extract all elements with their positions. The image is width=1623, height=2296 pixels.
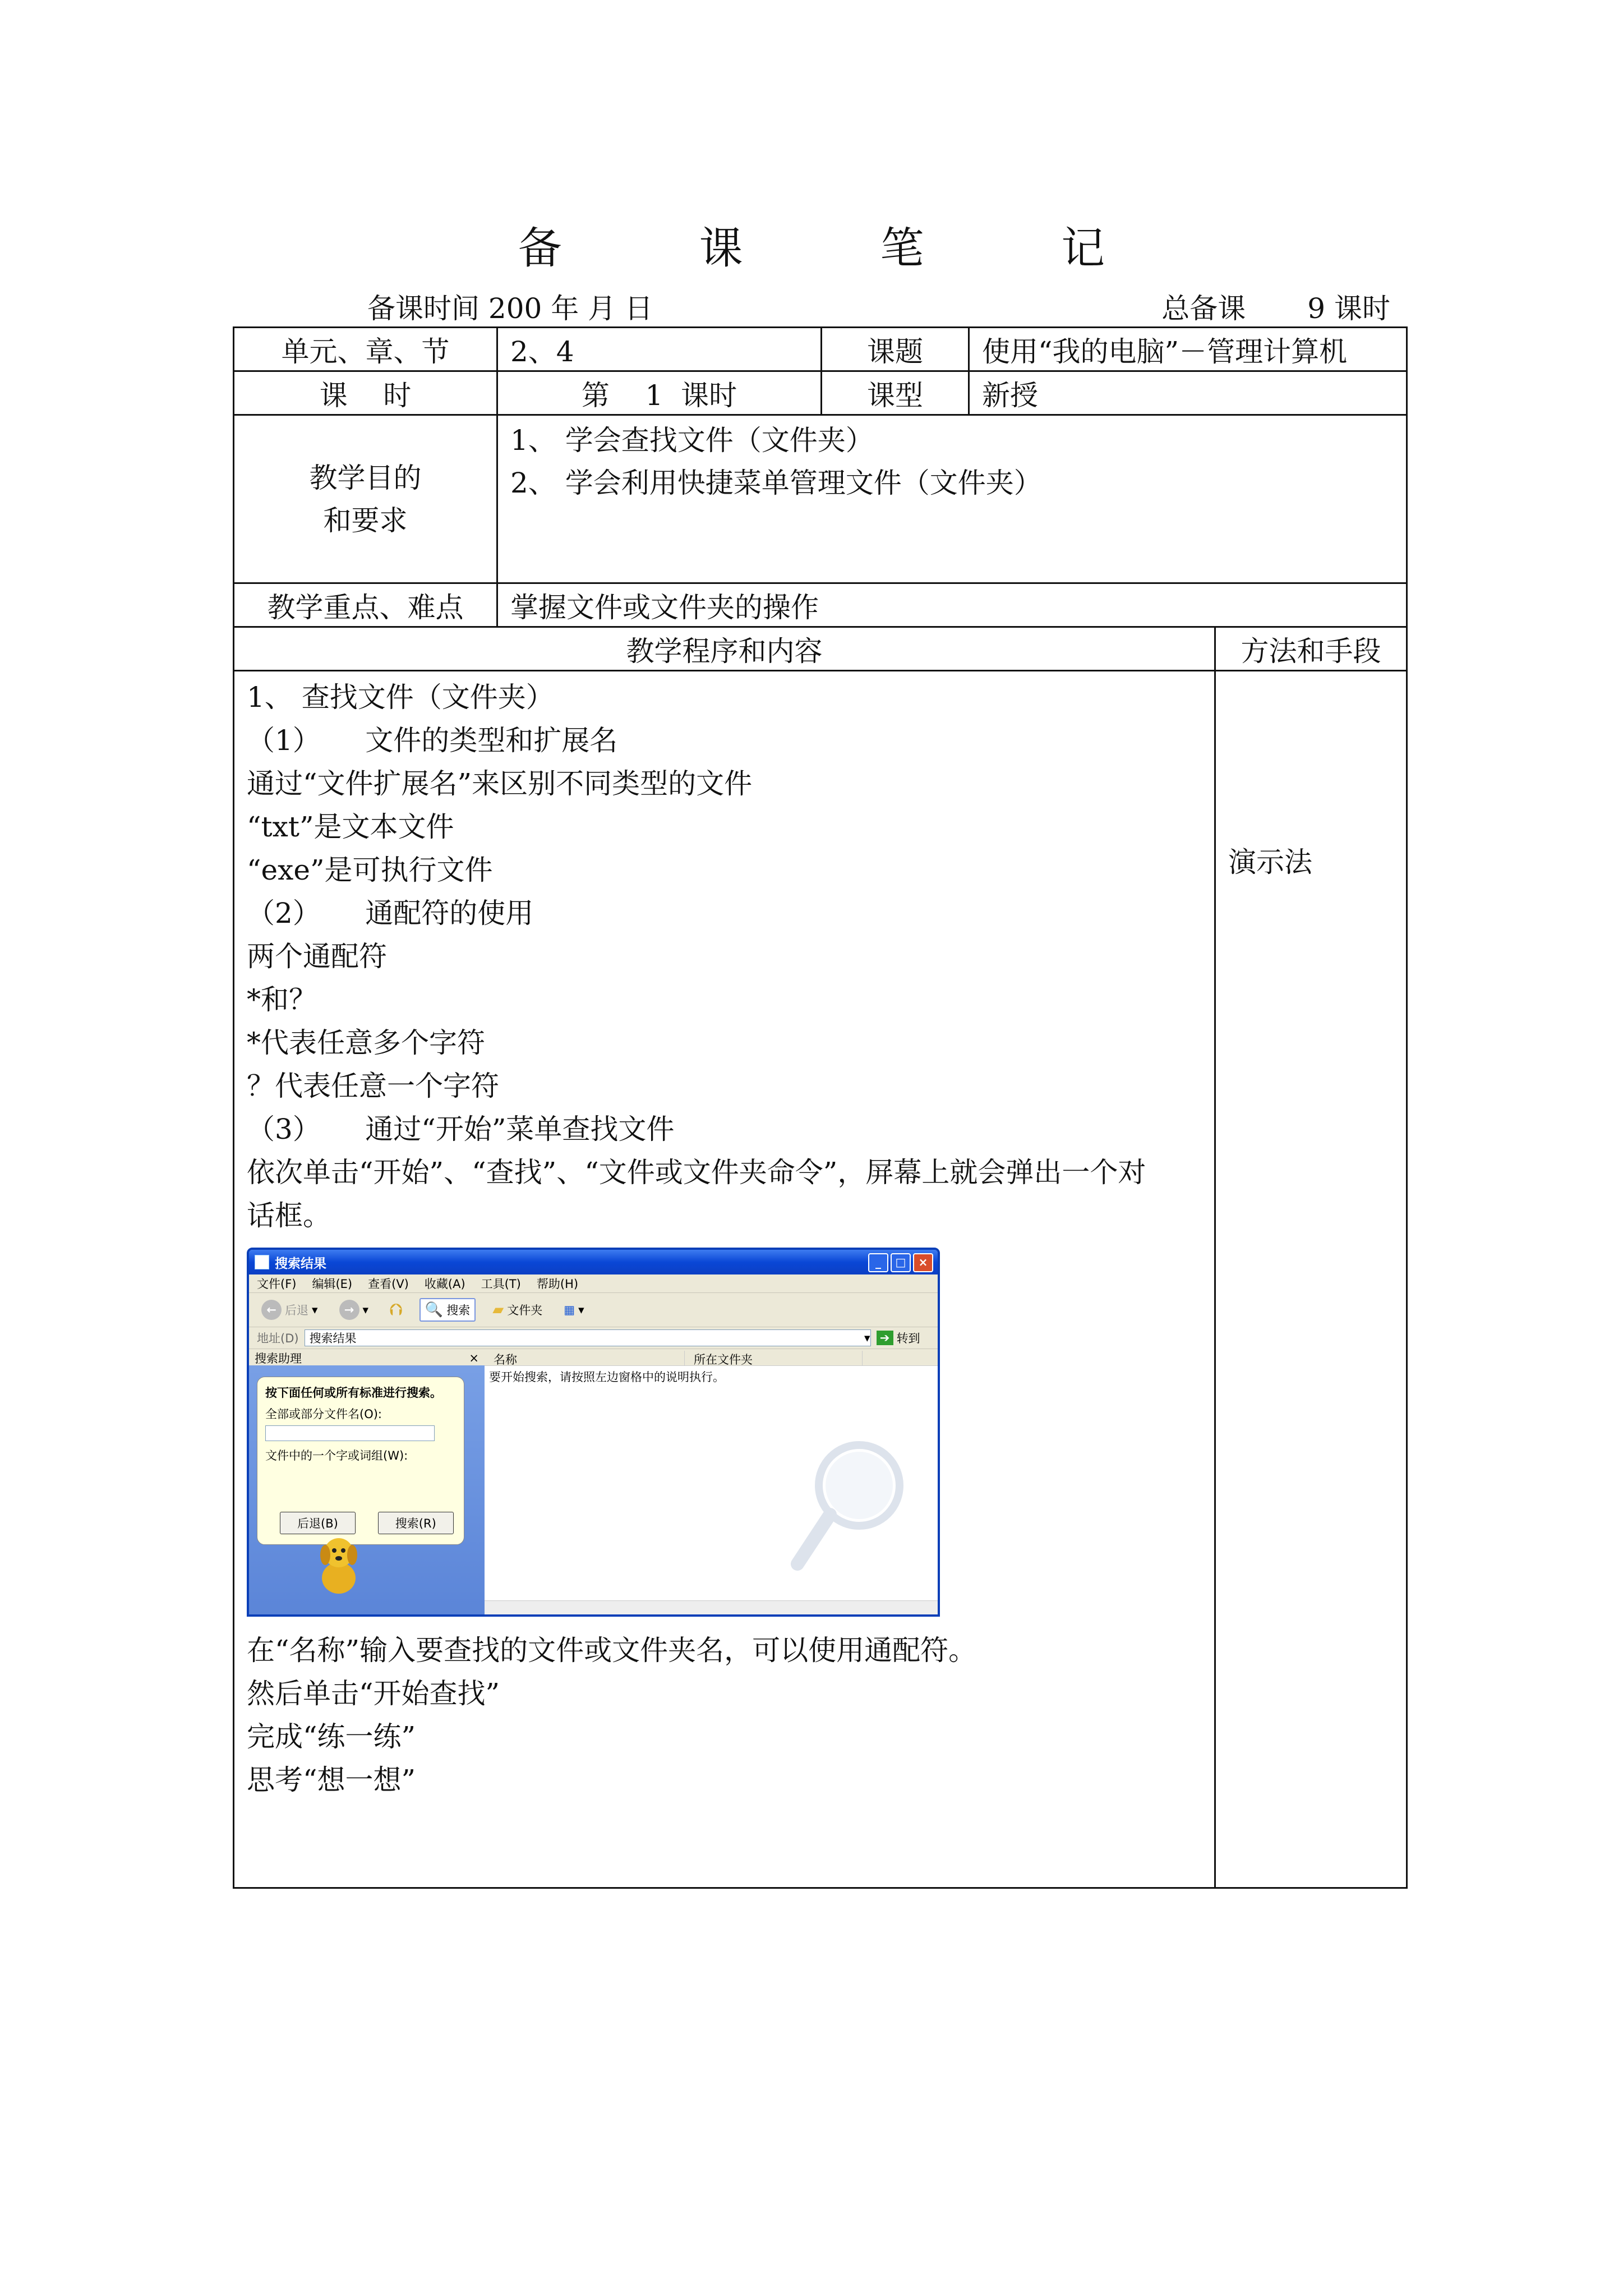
content-line: ？代表任意一个字符 [247, 1070, 499, 1102]
pane-header [249, 1351, 485, 1365]
menu-edit[interactable]: 编辑(E) [312, 1277, 353, 1291]
method-value: 演示法 [1215, 671, 1407, 1888]
content-line: 然后单击“开始查找” [247, 1677, 500, 1710]
content-line: 通过“文件扩展名”来区别不同类型的文件 [247, 767, 753, 800]
content-line: *和？ [247, 983, 317, 1016]
unit-value: 2、4 [497, 328, 822, 371]
section-header-row [234, 627, 1407, 671]
content-line: 话框。 [247, 1199, 331, 1232]
menu-bar [249, 1274, 938, 1293]
search-icon: 🔍 [425, 1301, 444, 1318]
menu-file[interactable]: 文件(F) [257, 1277, 297, 1291]
address-label: 地址(D) [257, 1332, 299, 1345]
magnifier-watermark-icon [786, 1435, 910, 1581]
prep-time: 备课时间 200 年 月 日 [367, 292, 653, 325]
go-button[interactable]: ➔ 转到 [877, 1329, 920, 1346]
up-folder-button[interactable] [385, 1298, 407, 1322]
content-line: （2） 通配符的使用 [247, 897, 534, 930]
total-lessons [1161, 286, 1390, 326]
content-row [234, 671, 1407, 1888]
back-arrow-icon: ← [261, 1300, 282, 1320]
content-line: 完成“练一练” [247, 1720, 416, 1753]
content-line: 两个通配符 [247, 940, 387, 973]
lesson-plan-table [233, 326, 1408, 1889]
content-line: “txt”是文本文件 [247, 811, 454, 843]
page-title: 备 课 笔 记 [518, 223, 1167, 274]
content-line: （3） 通过“开始”菜单查找文件 [247, 1113, 675, 1145]
minimize-button[interactable]: _ [868, 1253, 888, 1272]
pane-close-icon[interactable]: × [469, 1351, 479, 1365]
search-balloon [257, 1377, 464, 1545]
content-line: 1、 查找文件（文件夹） [247, 681, 554, 714]
procedure-header: 教学程序和内容 [234, 627, 1215, 671]
window-title: 搜索结果 [275, 1256, 326, 1271]
pane-title: 搜索助理 [255, 1352, 302, 1365]
column-folder[interactable]: 所在文件夹 [685, 1351, 863, 1365]
file-name-input[interactable] [265, 1425, 435, 1441]
menu-favorites[interactable]: 收藏(A) [424, 1277, 465, 1291]
maximize-button[interactable]: □ [891, 1253, 911, 1272]
balloon-search-button[interactable]: 搜索(R) [378, 1512, 454, 1534]
search-dog-icon [311, 1530, 367, 1598]
menu-view[interactable]: 查看(V) [368, 1277, 409, 1291]
column-name[interactable]: 名称 [485, 1351, 685, 1365]
search-window-icon [255, 1255, 269, 1269]
toolbar [249, 1293, 938, 1327]
name-field-label: 全部或部分文件名(O): [265, 1407, 382, 1421]
content-line: （1） 文件的类型和扩展名 [247, 724, 618, 757]
address-bar [249, 1327, 938, 1349]
back-button[interactable]: ← 后退 ▾ [257, 1297, 322, 1322]
window-titlebar [249, 1250, 938, 1274]
menu-help[interactable]: 帮助(H) [536, 1277, 579, 1291]
goals-label: 教学目的 和要求 [234, 415, 497, 583]
goals-list [497, 415, 1407, 583]
window-body [249, 1351, 938, 1614]
key-label: 教学重点、难点 [234, 583, 497, 627]
results-list [485, 1351, 938, 1614]
key-row [234, 583, 1407, 627]
forward-button[interactable]: → ▾ [335, 1297, 374, 1322]
total-label: 总备课 [1161, 292, 1246, 325]
goals-row [234, 415, 1407, 583]
folder-icon: ▰ [492, 1301, 504, 1318]
content-line: *代表任意多个字符 [247, 1027, 485, 1059]
goal-item: 2、 学会利用快捷菜单管理文件（文件夹） [510, 467, 1042, 499]
search-button[interactable]: 🔍 搜索 [419, 1298, 476, 1322]
period-label: 课 时 [234, 371, 497, 415]
menu-tools[interactable]: 工具(T) [481, 1277, 521, 1291]
balloon-back-button[interactable]: 后退(B) [280, 1512, 356, 1534]
word-field-label: 文件中的一个字或词组(W): [265, 1449, 408, 1462]
results-message: 要开始搜索，请按照左边窗格中的说明执行。 [489, 1370, 725, 1384]
horizontal-scrollbar[interactable] [485, 1600, 938, 1614]
balloon-title: 按下面任何或所有标准进行搜索。 [265, 1386, 442, 1400]
folders-button[interactable]: ▰ 文件夹 [492, 1301, 543, 1318]
results-header [485, 1351, 938, 1366]
unit-row [234, 328, 1407, 371]
topic-label: 课题 [822, 328, 969, 371]
unit-label: 单元、章、节 [234, 328, 497, 371]
content-line: “exe”是可执行文件 [247, 854, 493, 886]
views-button[interactable]: ▦ ▾ [564, 1303, 584, 1317]
key-value: 掌握文件或文件夹的操作 [497, 583, 1407, 627]
procedure-content [234, 671, 1215, 1888]
search-assistant-pane [249, 1351, 485, 1614]
content-line: 思考“想一想” [247, 1764, 416, 1796]
method-header: 方法和手段 [1215, 627, 1407, 671]
content-line: 依次单击“开始”、“查找”、“文件或文件夹命令”，屏幕上就会弹出一个对 [247, 1156, 1146, 1189]
content-line: 在“名称”输入要查找的文件或文件夹名，可以使用通配符。 [247, 1634, 977, 1667]
total-value: 9 课时 [1307, 292, 1390, 325]
goal-item: 1、 学会查找文件（文件夹） [510, 424, 874, 457]
topic-value: 使用“我的电脑”－管理计算机 [969, 328, 1407, 371]
close-button[interactable]: × [913, 1253, 933, 1272]
type-label: 课型 [822, 371, 969, 415]
address-field[interactable]: 搜索结果 ▾ [305, 1329, 871, 1346]
up-folder-icon: ⮉ [390, 1300, 403, 1320]
forward-arrow-icon: → [339, 1300, 359, 1320]
search-window-screenshot [247, 1248, 940, 1617]
period-row [234, 371, 1407, 415]
type-value: 新授 [969, 371, 1407, 415]
period-value: 第 1 课时 [497, 371, 822, 415]
go-arrow-icon: ➔ [877, 1331, 893, 1345]
views-icon: ▦ [564, 1303, 575, 1317]
chevron-down-icon[interactable]: ▾ [864, 1331, 870, 1345]
